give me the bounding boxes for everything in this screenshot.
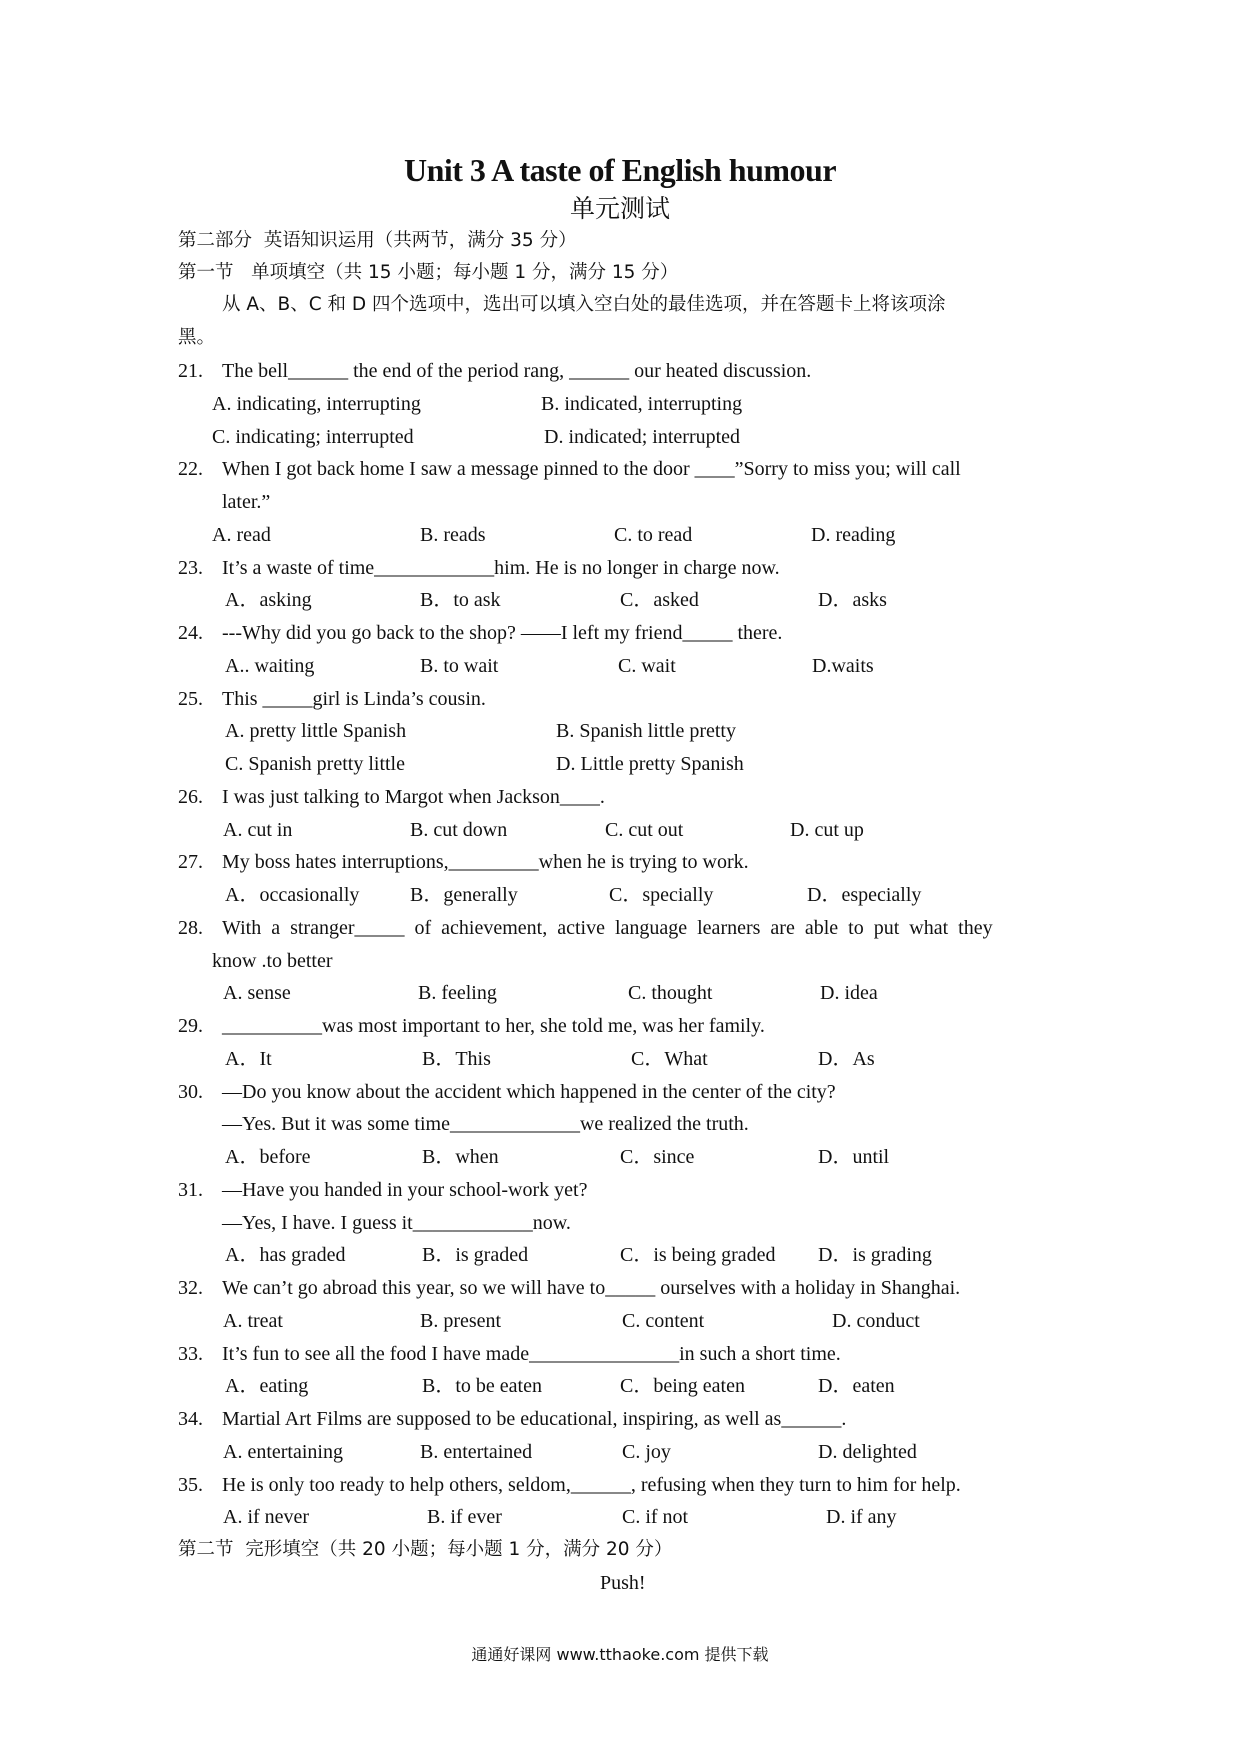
answer-option-a: A. pretty little Spanish bbox=[225, 720, 407, 742]
answer-option-b: B. to wait bbox=[420, 655, 499, 677]
answer-option-c: C．since bbox=[620, 1146, 695, 1168]
answer-option-a: A. treat bbox=[223, 1310, 283, 1332]
page-title: Unit 3 A taste of English humour bbox=[403, 152, 837, 188]
question-number: 34. bbox=[178, 1408, 203, 1430]
answer-option-c: C. content bbox=[622, 1310, 705, 1332]
answer-option-b: B. reads bbox=[420, 524, 486, 546]
answer-option-d: D．As bbox=[818, 1048, 875, 1070]
passage-title: Push! bbox=[600, 1572, 646, 1594]
answer-option-d: D. idea bbox=[820, 982, 878, 1004]
answer-option-b: B．generally bbox=[410, 884, 518, 906]
answer-option-b: B．to ask bbox=[420, 589, 501, 611]
answer-option-c: C．being eaten bbox=[620, 1375, 745, 1397]
answer-option-b: B．when bbox=[422, 1146, 499, 1168]
question-stem: ---Why did you go back to the shop? ——I left my friend_____ there. bbox=[222, 622, 783, 644]
answer-option-a: A．asking bbox=[225, 589, 312, 611]
answer-option-d: D. indicated; interrupted bbox=[544, 426, 741, 448]
answer-option-c: C．asked bbox=[620, 589, 699, 611]
page-subtitle: 单元测试 bbox=[569, 194, 670, 223]
question-number: 23. bbox=[178, 557, 203, 579]
question-stem: I was just talking to Margot when Jackson____. bbox=[222, 786, 605, 808]
question-stem: It’s fun to see all the food I have made_______________in such a short time. bbox=[222, 1343, 841, 1365]
section2-heading: 第二节 完形填空（共 20 小题；每小题 1 分，满分 20 分） bbox=[178, 1539, 673, 1560]
answer-option-c: C. thought bbox=[628, 982, 713, 1004]
answer-option-b: B. if ever bbox=[427, 1506, 502, 1528]
section1-heading: 第一节 单项填空（共 15 小题；每小题 1 分，满分 15 分） bbox=[178, 262, 679, 283]
answer-option-d: D．eaten bbox=[818, 1375, 895, 1397]
answer-option-a: A. indicating, interrupting bbox=[212, 393, 421, 415]
question-number: 26. bbox=[178, 786, 203, 808]
question-stem-continued: —Yes, I have. I guess it____________now. bbox=[222, 1212, 571, 1234]
instructions-continued: 黑。 bbox=[178, 327, 216, 348]
answer-option-a: A．eating bbox=[225, 1375, 309, 1397]
answer-option-b: B. entertained bbox=[420, 1441, 533, 1463]
question-number: 22. bbox=[178, 458, 203, 480]
question-stem: He is only too ready to help others, seldom,______, refusing when they turn to him for help. bbox=[222, 1474, 961, 1496]
answer-option-d: D. delighted bbox=[818, 1441, 917, 1463]
question-stem: Martial Art Films are supposed to be educational, inspiring, as well as______. bbox=[222, 1408, 847, 1430]
answer-option-c: C．specially bbox=[609, 884, 714, 906]
answer-option-c: C．What bbox=[631, 1048, 708, 1070]
answer-option-d: D．asks bbox=[818, 589, 887, 611]
answer-option-c: C. Spanish pretty little bbox=[225, 753, 405, 775]
answer-option-b: B. feeling bbox=[418, 982, 497, 1004]
answer-option-c: C. joy bbox=[622, 1441, 671, 1463]
answer-option-c: C．is being graded bbox=[620, 1244, 776, 1266]
question-stem: My boss hates interruptions,_________when he is trying to work. bbox=[222, 851, 749, 873]
answer-option-a: A. cut in bbox=[223, 819, 293, 841]
instructions: 从 A、B、C 和 D 四个选项中，选出可以填入空白处的最佳选项，并在答题卡上将该项涂 bbox=[222, 294, 946, 315]
question-number: 33. bbox=[178, 1343, 203, 1365]
question-stem: This _____girl is Linda’s cousin. bbox=[222, 688, 486, 710]
part-heading: 第二部分 英语知识运用（共两节，满分 35 分） bbox=[178, 230, 577, 251]
answer-option-d: D.waits bbox=[812, 655, 874, 677]
question-number: 25. bbox=[178, 688, 203, 710]
question-stem-continued: later.” bbox=[222, 491, 271, 513]
answer-option-d: D. Little pretty Spanish bbox=[556, 753, 744, 775]
answer-option-a: A．before bbox=[225, 1146, 311, 1168]
question-number: 29. bbox=[178, 1015, 203, 1037]
answer-option-c: C. indicating; interrupted bbox=[212, 426, 414, 448]
question-stem: __________was most important to her, she told me, was her family. bbox=[222, 1015, 765, 1037]
answer-option-a: A．has graded bbox=[225, 1244, 346, 1266]
question-number: 31. bbox=[178, 1179, 203, 1201]
answer-option-a: A. sense bbox=[223, 982, 291, 1004]
answer-option-b: B．to be eaten bbox=[422, 1375, 542, 1397]
answer-option-b: B. cut down bbox=[410, 819, 508, 841]
question-stem-continued: know .to better bbox=[212, 950, 333, 972]
question-number: 28. bbox=[178, 917, 203, 939]
answer-option-d: D. if any bbox=[826, 1506, 897, 1528]
question-stem: It’s a waste of time____________him. He is no longer in charge now. bbox=[222, 557, 780, 579]
question-number: 24. bbox=[178, 622, 203, 644]
answer-option-c: C. if not bbox=[622, 1506, 689, 1528]
answer-option-b: B. indicated, interrupting bbox=[541, 393, 743, 415]
question-number: 35. bbox=[178, 1474, 203, 1496]
answer-option-b: B. Spanish little pretty bbox=[556, 720, 736, 742]
answer-option-c: C. cut out bbox=[605, 819, 684, 841]
answer-option-a: A. entertaining bbox=[223, 1441, 343, 1463]
question-stem: We can’t go abroad this year, so we will have to_____ ourselves with a holiday in Shanghai. bbox=[222, 1277, 961, 1299]
answer-option-d: D. conduct bbox=[832, 1310, 920, 1332]
answer-option-b: B．This bbox=[422, 1048, 491, 1070]
question-number: 30. bbox=[178, 1081, 203, 1103]
question-stem: With a stranger_____ of achievement, active language learners are able to put what they bbox=[222, 917, 993, 939]
answer-option-a: A．It bbox=[225, 1048, 272, 1070]
footer-text: 通通好课网 www.tthaoke.com 提供下载 bbox=[471, 1645, 769, 1664]
answer-option-b: B．is graded bbox=[422, 1244, 529, 1266]
answer-option-a: A. if never bbox=[223, 1506, 310, 1528]
question-stem-continued: —Yes. But it was some time_____________we realized the truth. bbox=[222, 1113, 749, 1135]
answer-option-d: D．is grading bbox=[818, 1244, 932, 1266]
question-stem: —Have you handed in your school-work yet? bbox=[222, 1179, 588, 1201]
answer-option-d: D. reading bbox=[811, 524, 896, 546]
question-stem: When I got back home I saw a message pinned to the door ____”Sorry to miss you; will call bbox=[222, 458, 961, 480]
answer-option-a: A.. waiting bbox=[225, 655, 315, 677]
question-number: 21. bbox=[178, 360, 203, 382]
answer-option-d: D. cut up bbox=[790, 819, 864, 841]
answer-option-a: A．occasionally bbox=[225, 884, 360, 906]
question-stem: The bell______ the end of the period rang, ______ our heated discussion. bbox=[222, 360, 812, 382]
answer-option-c: C. wait bbox=[618, 655, 676, 677]
answer-option-a: A. read bbox=[212, 524, 271, 546]
answer-option-d: D．especially bbox=[807, 884, 922, 906]
answer-option-c: C. to read bbox=[614, 524, 693, 546]
question-number: 27. bbox=[178, 851, 203, 873]
answer-option-b: B. present bbox=[420, 1310, 502, 1332]
question-stem: —Do you know about the accident which happened in the center of the city? bbox=[222, 1081, 836, 1103]
answer-option-d: D．until bbox=[818, 1146, 890, 1168]
question-number: 32. bbox=[178, 1277, 203, 1299]
